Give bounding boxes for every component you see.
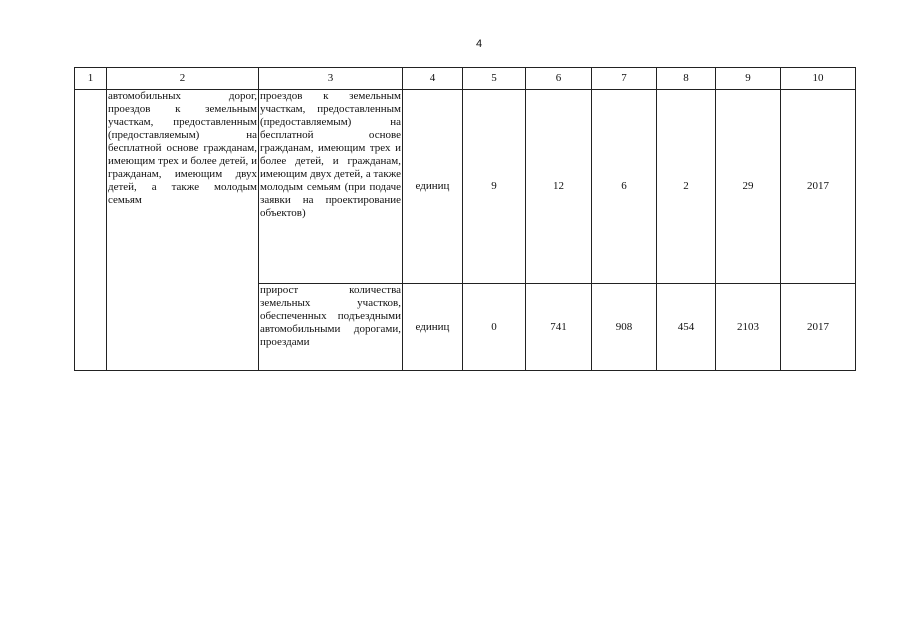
unit-cell: единиц: [403, 90, 463, 284]
header-cell: 8: [657, 68, 716, 90]
value-cell: 908: [592, 284, 657, 371]
header-cell: 10: [781, 68, 856, 90]
header-cell: 1: [75, 68, 107, 90]
page-number: 4: [476, 38, 483, 50]
header-cell: 2: [107, 68, 259, 90]
data-table: [74, 67, 856, 371]
year-cell: 2017: [781, 284, 856, 371]
value-cell: 2103: [716, 284, 781, 371]
indicator-detail-cell: проездов к земельным участкам, предоставленным (предоставляемым) на бесплатной основе гражданам, имеющим трех и более детей, и гражданам, имеющим двух детей, а также молодым семьям (при подаче заявки на проектирование объектов): [259, 90, 403, 284]
header-cell: 7: [592, 68, 657, 90]
value-cell: 454: [657, 284, 716, 371]
value-cell: 2: [657, 90, 716, 284]
empty-cell: [75, 90, 107, 371]
header-cell: 9: [716, 68, 781, 90]
indicator-detail-cell: прирост количества земельных участков, обеспеченных подъездными автомобильными дорогами, проездами: [259, 284, 403, 371]
header-cell: 4: [403, 68, 463, 90]
value-cell: 12: [526, 90, 592, 284]
year-cell: 2017: [781, 90, 856, 284]
indicator-name-cell: автомобильных дорог, проездов к земельным участкам, предоставленным (предоставляемым) на бесплатной основе гражданам, имеющим трех и более детей, и гражданам, имеющим двух детей, а также молодым семьям: [107, 90, 259, 371]
value-cell: 29: [716, 90, 781, 284]
value-cell: 6: [592, 90, 657, 284]
unit-cell: единиц: [403, 284, 463, 371]
header-cell: 6: [526, 68, 592, 90]
value-cell: 0: [463, 284, 526, 371]
header-cell: 5: [463, 68, 526, 90]
value-cell: 741: [526, 284, 592, 371]
table-row: [75, 90, 856, 284]
value-cell: 9: [463, 90, 526, 284]
header-cell: 3: [259, 68, 403, 90]
header-row: [75, 68, 856, 90]
